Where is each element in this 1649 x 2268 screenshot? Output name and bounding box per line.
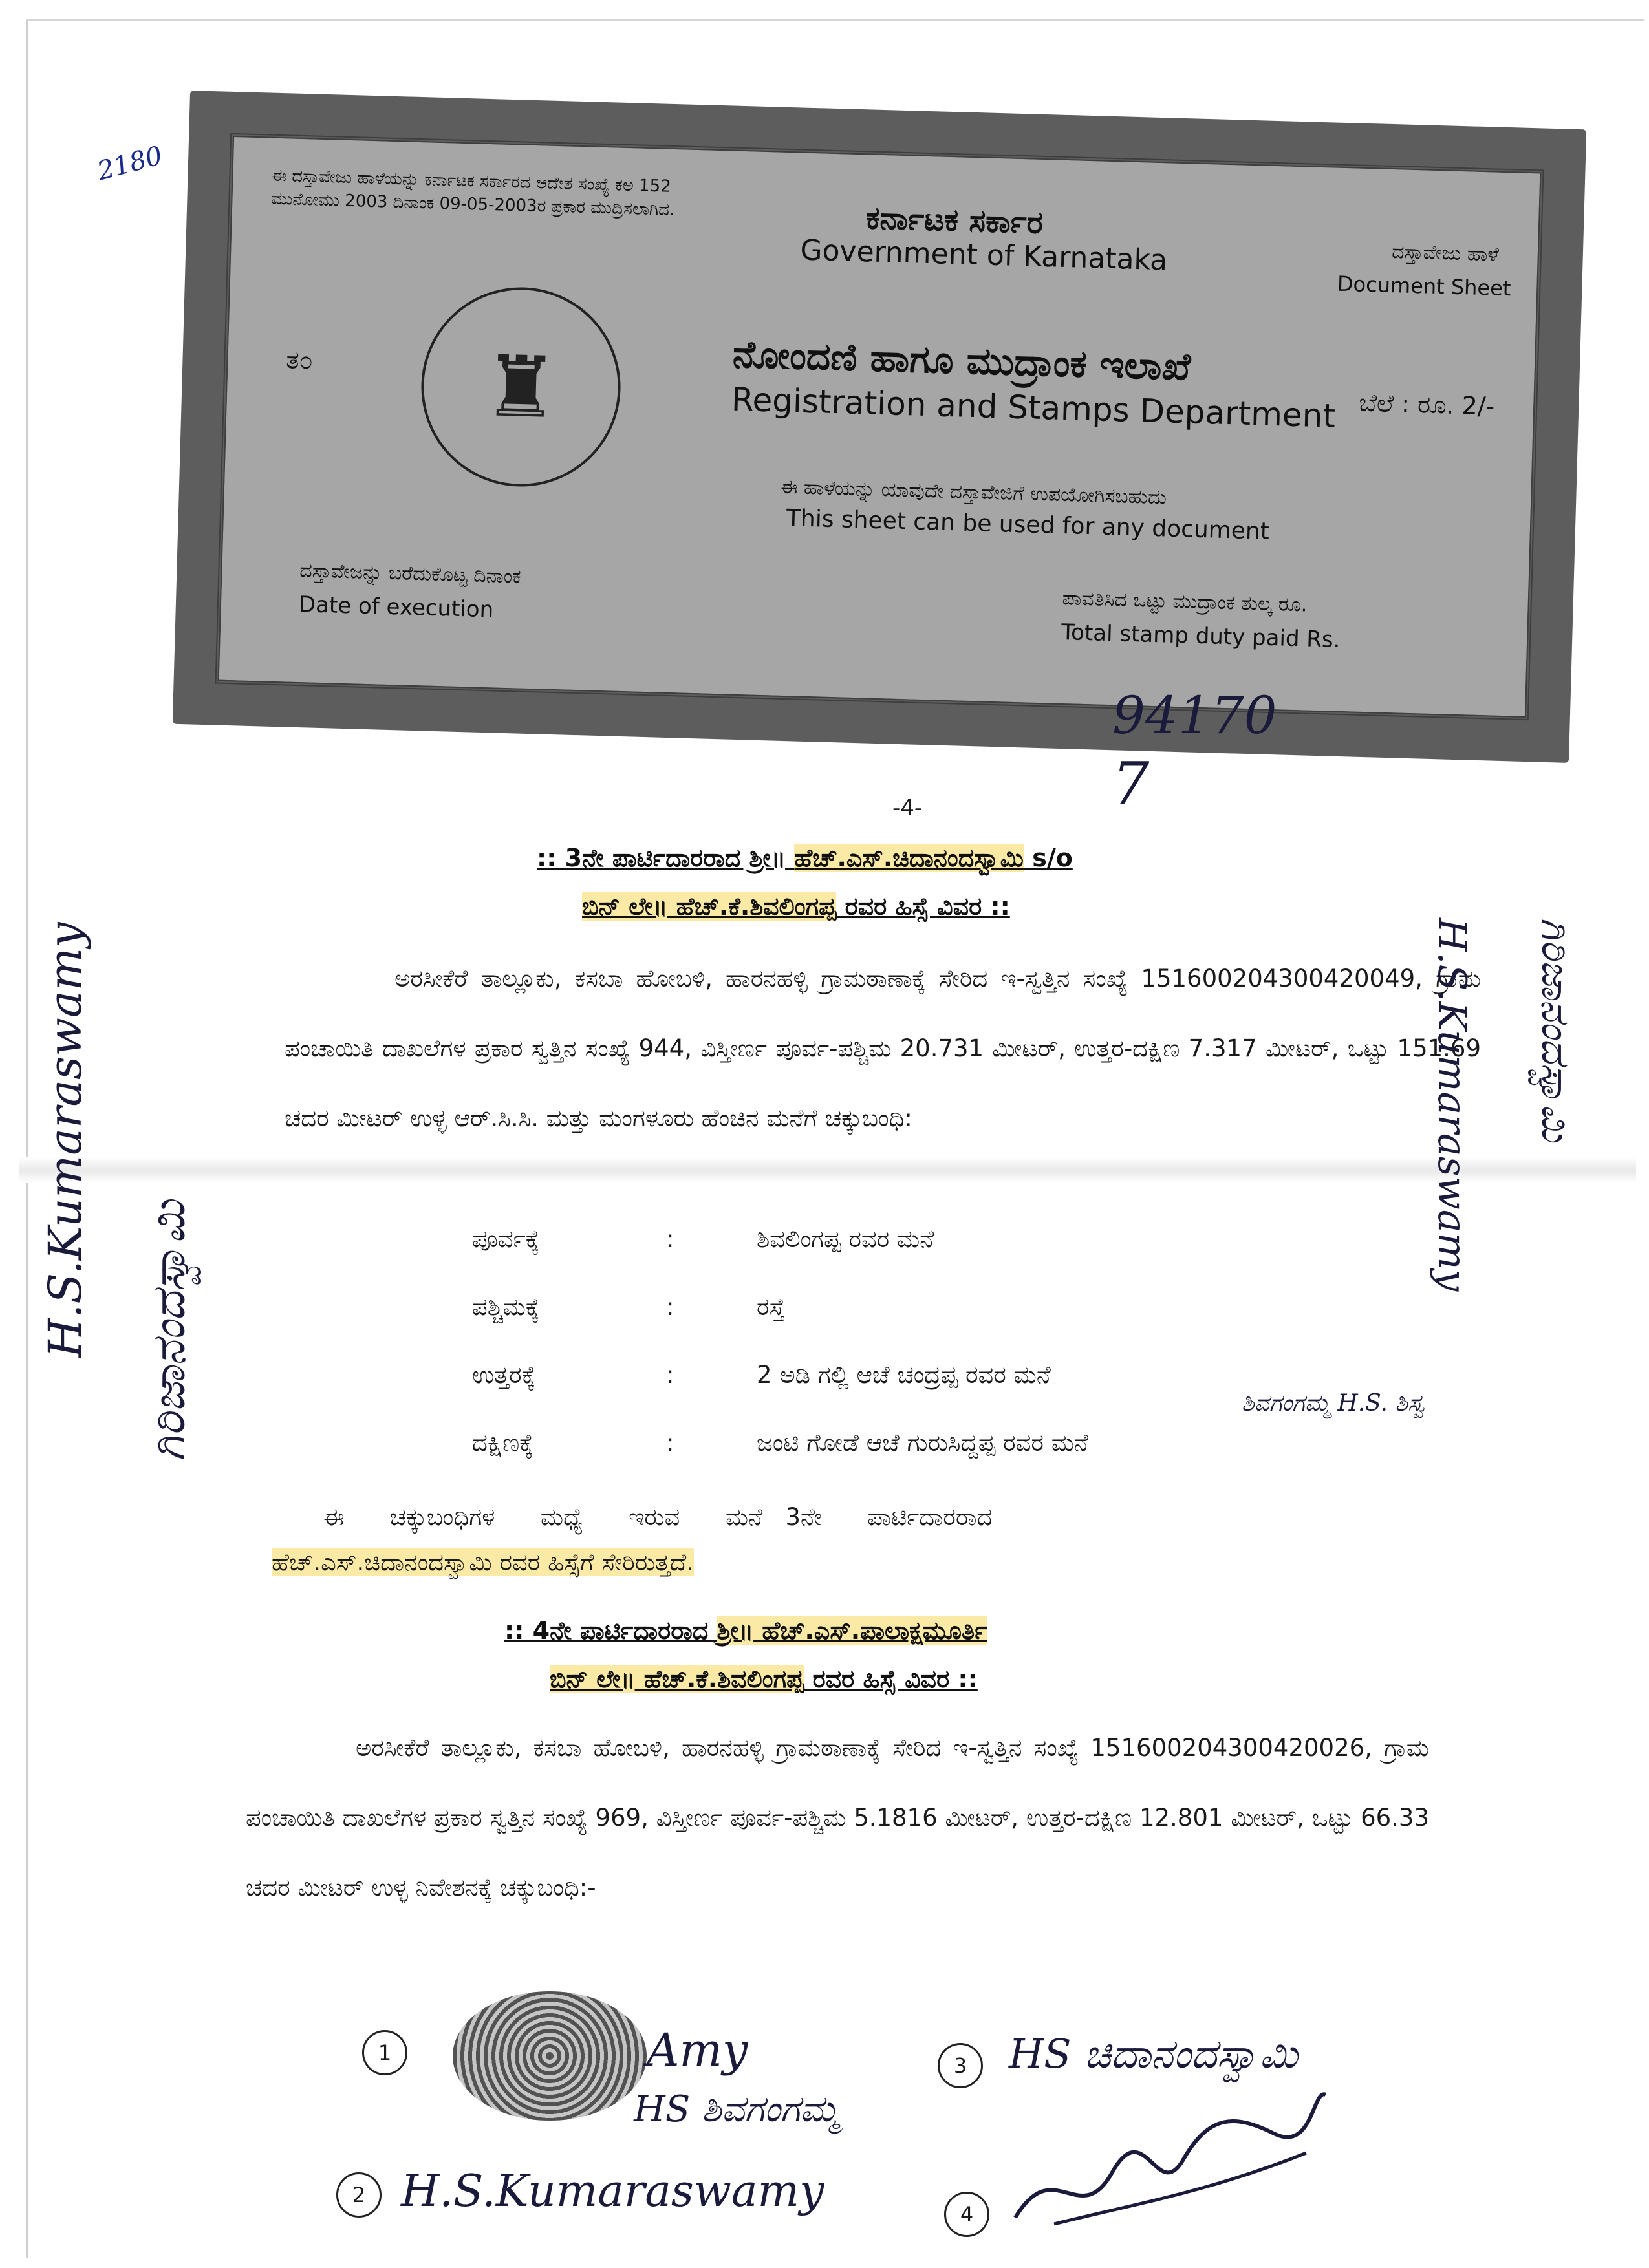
signature-1-a: Amy <box>647 2024 748 2077</box>
document-sheet-english: Document Sheet <box>1337 271 1511 301</box>
serial-mark: ತ೦ <box>285 345 314 375</box>
handwritten-boundary-note: ಶಿವಗಂಗಮ್ಮ H.S. ಶಿಸ್ವ <box>1242 1390 1425 1417</box>
boundary-colon: : <box>666 1293 674 1321</box>
handwritten-corner-number: 2180 <box>94 140 166 187</box>
section-4-heading-end: ರವರ ಹಿಸ್ಸೆ ವಿವರ :: <box>804 1665 978 1693</box>
karnataka-emblem-icon: ♜ <box>418 284 623 489</box>
section-3-paragraph: ಅರಸೀಕೆರೆ ತಾಲ್ಲೂಕು, ಕಸಬಾ ಹೋಬಳಿ, ಹಾರನಹಳ್ಳಿ ಗ್ರಾಮಠಾಣಾಕ್ಕೆ ಸೇರಿದ ಇ-ಸ್ವತ್ತಿನ ಸಂಖ್ಯೆ 151600204300420049, ಗ್ರಾಮ ಪಂಚಾಯಿತಿ ದಾಖಲೆಗಳ ಪ್ರಕಾರ ಸ್ವತ್ತಿನ ಸಂಖ್ಯೆ 944, ವಿಸ್ತೀರ್ಣ ಪೂರ್ವ-ಪಶ್ಚಿಮ 20.731 ಮೀಟರ್, ಉತ್ತರ-ದಕ್ಷಿಣ 7.317 ಮೀಟರ್, ಒಟ್ಟು 151.69 ಚದರ ಮೀಟರ್ ಉಳ್ಳ ಆರ್.ಸಿ.ಸಿ. ಮತ್ತು ಮಂಗಳೂರು ಹೆಂಚಿನ ಮನೆಗೆ ಚಕ್ಕುಬಂಧಿ: <box>285 965 1481 1132</box>
signature-1-b: HS ಶಿವಗಂಗಮ್ಮ <box>634 2088 839 2130</box>
government-title-kannada: ಕರ್ನಾಟಕ ಸರ್ಕಾರ <box>865 200 1044 241</box>
section-3-boundary-row <box>472 1293 1442 1332</box>
section-4-father-name: ಬಿನ್ ಲೇ॥ ಹೆಚ್.ಕೆ.ಶಿವಲಿಂಗಪ್ಪ <box>550 1665 804 1693</box>
signature-number: 1 <box>362 2030 407 2075</box>
boundary-colon: : <box>666 1361 674 1389</box>
stamp-order-note: ಈ ದಸ್ತಾವೇಜು ಹಾಳೆಯನ್ನು ಕರ್ನಾಟಕ ಸರ್ಕಾರದ ಆದೇಶ ಸಂಖ್ಯೆ ಕಅ 152 ಮುನೋಮು 2003 ದಿನಾಂಕ 09-05-2003ರ ಪ್ರಕಾರ ಮುದ್ರಿಸಲಾಗಿದ. <box>271 166 675 220</box>
boundary-description: ಜಂಟಿ ಗೋಡೆ ಆಚೆ ಗುರುಸಿದ್ದಪ್ಪ ರವರ ಮನೆ <box>757 1429 1088 1457</box>
boundary-colon: : <box>666 1429 674 1457</box>
signature-4 <box>1002 2075 1339 2243</box>
section-3-father-name: ಬಿನ್ ಲೇ॥ ಹೆಚ್.ಕೆ.ಶಿವಲಿಂಗಪ್ಪ <box>582 892 837 921</box>
document-sheet-kannada: ದಸ್ತಾವೇಜು ಹಾಳೆ <box>1391 241 1500 266</box>
boundary-description: ರಸ್ತೆ <box>757 1293 785 1321</box>
stamp-duty-label-english: Total stamp duty paid Rs. <box>1061 619 1341 654</box>
usage-note-english: This sheet can be used for any document <box>786 505 1270 545</box>
thumbprint <box>453 1991 647 2121</box>
section-3-party-name: ಹೆಚ್.ಎಸ್.ಚಿದಾನಂದಸ್ವಾಮಿ <box>794 844 1024 872</box>
signature-3: HS ಚಿದಾನಂದಸ್ವಾಮಿ <box>1009 2030 1299 2077</box>
section-3-heading-prefix: :: 3ನೇ ಪಾರ್ಟಿದಾರರಾದ ಶ್ರೀ॥ <box>537 844 795 872</box>
execution-date-label-english: Date of execution <box>298 592 494 623</box>
signature-number: 4 <box>944 2192 989 2237</box>
department-title-english: Registration and Stamps Department <box>731 380 1336 435</box>
section-4-heading-line-1 <box>504 1616 987 1645</box>
boundary-direction: ದಕ್ಷಿಣಕ್ಕೆ <box>472 1429 534 1457</box>
usage-note-kannada: ಈ ಹಾಳೆಯನ್ನು ಯಾವುದೇ ದಸ್ತಾವೇಜಿಗೆ ಉಪಯೋಗಿಸಬಹುದು <box>780 475 1167 509</box>
section-4-party-name: ಶ್ರೀ॥ ಹೆಚ್.ಎಸ್.ಪಾಲಾಕ್ಷಮೂರ್ತಿ <box>717 1616 987 1645</box>
paper-fold <box>19 1157 1636 1183</box>
section-3-boundary-row <box>472 1429 1442 1468</box>
section-3-closing-line-1: ಈ ಚಕ್ಕುಬಂಧಿಗಳ ಮಧ್ಯೆ ಇರುವ ಮನೆ 3ನೇ ಪಾರ್ಟಿದಾರರಾದ <box>323 1503 993 1531</box>
signature-number: 3 <box>938 2043 983 2088</box>
left-margin-signature-1: H.S.Kumaraswamy <box>39 922 92 1358</box>
stamp-price: ಬೆಲೆ : ರೂ. 2/- <box>1358 388 1495 421</box>
stamp-paper <box>173 91 1587 763</box>
section-3-heading-end: ರವರ ಹಿಸ್ಸೆ ವಿವರ :: <box>836 892 1010 921</box>
boundary-direction: ಪಶ್ಚಿಮಕ್ಕೆ <box>472 1293 540 1321</box>
section-3-closing-line-2 <box>272 1548 694 1577</box>
boundary-description: 2 ಅಡಿ ಗಲ್ಲಿ ಆಚೆ ಚಂದ್ರಪ್ಪ ರವರ ಮನೆ <box>757 1361 1051 1389</box>
section-3-heading-line-2 <box>582 892 1010 921</box>
section-3-heading-line-1 <box>537 844 1073 873</box>
boundary-description: ಶಿವಲಿಂಗಪ್ಪ ರವರ ಮನೆ <box>757 1225 934 1253</box>
government-title-english: Government of Karnataka <box>799 233 1168 277</box>
stamp-paper-panel <box>219 137 1540 716</box>
left-margin-signature-2: ಗಿರಿಜಾನಂದಸ್ವಾಮಿ <box>142 1200 195 1461</box>
boundary-colon: : <box>666 1225 674 1253</box>
signature-number: 2 <box>336 2172 382 2218</box>
section-4-paragraph: ಅರಸೀಕೆರೆ ತಾಲ್ಲೂಕು, ಕಸಬಾ ಹೋಬಳಿ, ಹಾರನಹಳ್ಳಿ ಗ್ರಾಮಠಾಣಾಕ್ಕೆ ಸೇರಿದ ಇ-ಸ್ವತ್ತಿನ ಸಂಖ್ಯೆ 151600204300420026, ಗ್ರಾಮ ಪಂಚಾಯಿತಿ ದಾಖಲೆಗಳ ಪ್ರಕಾರ ಸ್ವತ್ತಿನ ಸಂಖ್ಯೆ 969, ವಿಸ್ತೀರ್ಣ ಪೂರ್ವ-ಪಶ್ಚಿಮ 5.1816 ಮೀಟರ್, ಉತ್ತರ-ದಕ್ಷಿಣ 12.801 ಮೀಟರ್, ಒಟ್ಟು 66.33 ಚದರ ಮೀಟರ್ ಉಳ್ಳ ನಿವೇಶನಕ್ಕೆ ಚಕ್ಕುಬಂಧಿ:- <box>246 1734 1429 1901</box>
section-4-heading-line-2 <box>550 1665 978 1694</box>
right-margin-signature-1: H.S.Kumaraswamy <box>1429 918 1474 1292</box>
handwritten-duty-amount: 94170 <box>1112 685 1277 745</box>
section-3-heading-suffix: s/o <box>1023 844 1073 872</box>
department-title-kannada: ನೋಂದಣಿ ಹಾಗೂ ಮುದ್ರಾಂಕ ಇಲಾಖೆ <box>732 332 1192 389</box>
boundary-direction: ಉತ್ತರಕ್ಕೆ <box>472 1361 536 1389</box>
section-3-boundary-row <box>472 1225 1442 1264</box>
boundary-direction: ಪೂರ್ವಕ್ಕೆ <box>472 1225 540 1253</box>
section-4-heading-prefix: :: 4ನೇ ಪಾರ್ಟಿದಾರರಾದ <box>504 1616 717 1645</box>
signature-2: H.S.Kumaraswamy <box>401 2166 824 2217</box>
section-3-closing-highlight: ಹೆಚ್.ಎಸ್.ಚಿದಾನಂದಸ್ವಾಮಿ ರವರ ಹಿಸ್ಸೆಗೆ ಸೇರಿರುತ್ತದೆ. <box>272 1548 695 1576</box>
execution-date-label-kannada: ದಸ್ತಾವೇಜನ್ನು ಬರೆದುಕೊಟ್ಟ ದಿನಾಂಕ <box>299 559 522 588</box>
right-margin-signature-2: ಗಿರಿಜಾನಂದಸ್ವಾಮಿ <box>1533 918 1578 1142</box>
page-number: -4- <box>892 795 923 821</box>
stamp-duty-label-kannada: ಪಾವತಿಸಿದ ಒಟ್ಟು ಮುದ್ರಾಂಕ ಶುಲ್ಕ ರೂ. <box>1062 587 1308 617</box>
handwritten-mark: 7 <box>1112 750 1150 818</box>
